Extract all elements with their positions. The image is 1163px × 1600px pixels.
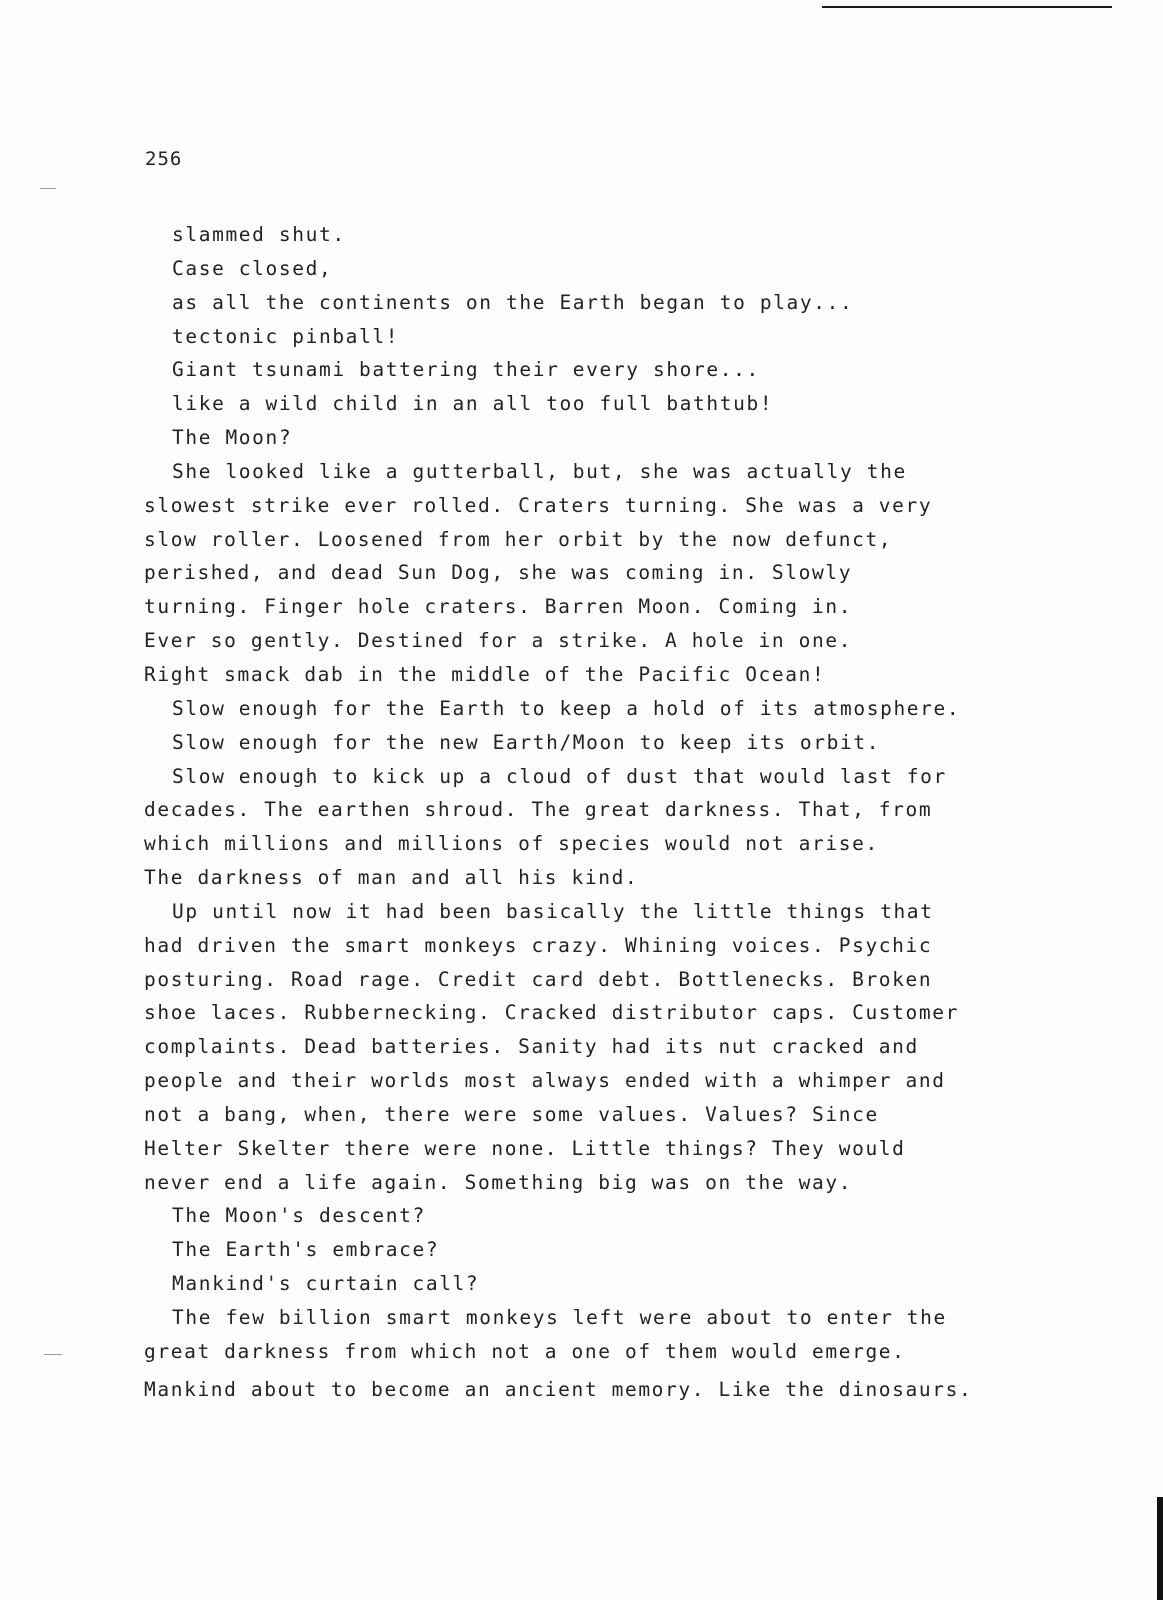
text-line: Mankind about to become an ancient memory. Like the dinosaurs. (144, 1377, 973, 1401)
text-line: The Moon's descent? (172, 1204, 426, 1228)
text-line: as all the continents on the Earth began to play... (172, 290, 854, 314)
text-line: posturing. Road rage. Credit card debt. Bottlenecks. Broken (144, 967, 933, 991)
text-line: slow roller. Loosened from her orbit by the now defunct, (144, 527, 893, 551)
text-line: Slow enough for the Earth to keep a hold of its atmosphere. (172, 696, 961, 720)
text-line: great darkness from which not a one of them would emerge. (144, 1339, 906, 1363)
text-line: which millions and millions of species would not arise. (144, 832, 879, 856)
text-line: not a bang, when, there were some values. Values? Since (144, 1102, 879, 1126)
text-line: had driven the smart monkeys crazy. Whining voices. Psychic (144, 933, 933, 957)
body-text (144, 218, 1134, 1407)
text-line: never end a life again. Something big was on the way. (144, 1170, 853, 1194)
text-line: tectonic pinball! (172, 324, 400, 348)
text-line: The few billion smart monkeys left were about to enter the (172, 1306, 947, 1329)
text-line: perished, and dead Sun Dog, she was coming in. Slowly (144, 561, 853, 585)
text-line: She looked like a gutterball, but, she was actually the (172, 459, 907, 483)
text-line: decades. The earthen shroud. The great darkness. That, from (144, 798, 933, 822)
text-line: Right smack dab in the middle of the Pacific Ocean! (144, 662, 826, 686)
page-number: 256 (145, 148, 183, 170)
top-rule-line (822, 6, 1112, 8)
text-line: shoe laces. Rubbernecking. Cracked distributor caps. Customer (144, 1001, 959, 1025)
text-line: Ever so gently. Destined for a strike. A hole in one. (144, 629, 853, 653)
scan-speck (44, 1354, 62, 1355)
text-line: complaints. Dead batteries. Sanity had its nut cracked and (144, 1035, 919, 1059)
text-line: Giant tsunami battering their every shore... (172, 358, 760, 382)
text-line: Case closed, (172, 256, 333, 280)
text-line: slammed shut. (172, 223, 346, 246)
text-line: Slow enough for the new Earth/Moon to keep its orbit. (172, 730, 881, 754)
text-line: The darkness of man and all his kind. (144, 866, 639, 890)
text-line: like a wild child in an all too full bathtub! (172, 392, 774, 416)
text-line: Slow enough to kick up a cloud of dust that would last for (172, 764, 947, 788)
scan-edge-mark (1157, 1497, 1163, 1600)
text-line: The Earth's embrace? (172, 1238, 440, 1262)
scan-speck (40, 188, 56, 189)
text-line: slowest strike ever rolled. Craters turning. She was a very (144, 493, 933, 517)
text-line: Up until now it had been basically the little things that (172, 899, 934, 923)
text-line: Helter Skelter there were none. Little things? They would (144, 1136, 906, 1160)
text-line: The Moon? (172, 426, 293, 450)
text-line: people and their worlds most always ended with a whimper and (144, 1069, 946, 1093)
text-line: turning. Finger hole craters. Barren Moon. Coming in. (144, 595, 853, 619)
text-line: Mankind's curtain call? (172, 1272, 480, 1296)
